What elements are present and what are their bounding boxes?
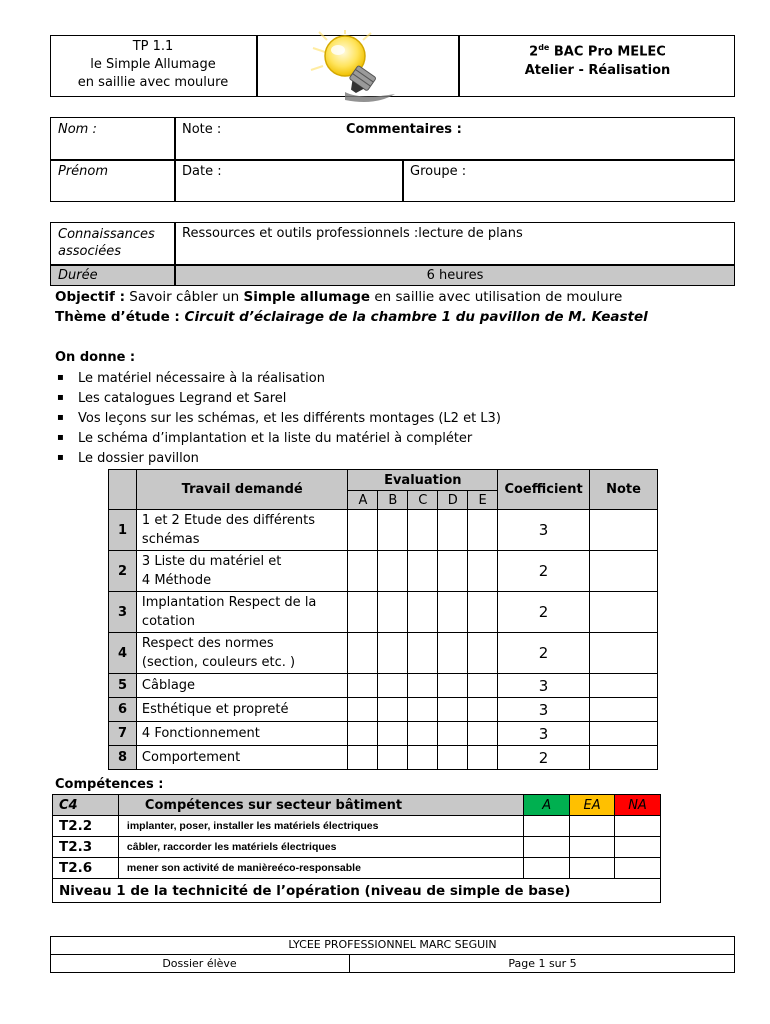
work-row-task-line1: Respect des normes (141, 636, 274, 651)
work-row-task-line1: 1 et 2 Etude des différents (141, 513, 316, 528)
objectif-line (55, 289, 622, 305)
competence-level-cell[interactable] (615, 816, 661, 837)
competence-code: T2.6 (53, 858, 119, 879)
on-donne-item: ▪ Le dossier pavillon (78, 451, 199, 466)
class-level: 2de BAC Pro MELEC (529, 43, 666, 60)
competence-level-cell[interactable] (570, 858, 615, 879)
work-row-task-line1: Esthétique et propreté (141, 702, 289, 717)
grade-cell[interactable] (468, 551, 498, 592)
connaissances-value: Ressources et outils professionnels :lecture de plans (182, 226, 523, 241)
grade-cell[interactable] (378, 698, 408, 722)
competence-row (53, 858, 661, 879)
tp-title-line2: en saillie avec moulure (77, 75, 229, 90)
work-row-coef: 3 (498, 722, 590, 746)
grade-cell[interactable] (468, 746, 498, 770)
work-table (108, 469, 658, 770)
work-row-coef: 2 (498, 592, 590, 633)
workshop: Atelier - Réalisation (524, 63, 671, 79)
work-row-task (136, 510, 348, 551)
nom-label: Nom : (58, 122, 97, 137)
competences-footer: Niveau 1 de la technicité de l’opération (niveau de simple de base) (53, 879, 661, 903)
grade-cell[interactable] (438, 592, 468, 633)
duree-label: Durée (58, 268, 98, 283)
work-row-note[interactable] (590, 633, 658, 674)
tp-number: TP 1.1 (132, 39, 174, 54)
work-row-task-line2: (section, couleurs etc. ) (141, 655, 296, 670)
objectif-label: Objectif : (55, 289, 125, 305)
grade-cell[interactable] (408, 510, 438, 551)
class-block (460, 38, 735, 80)
work-row-coef: 3 (498, 698, 590, 722)
commentaires-label: Commentaires : (346, 122, 462, 137)
work-row-task-line2: cotation (141, 614, 195, 629)
work-row-num: 3 (109, 592, 137, 633)
work-row-coef: 3 (498, 510, 590, 551)
work-row-note[interactable] (590, 510, 658, 551)
grade-cell[interactable] (438, 674, 468, 698)
competences-header: Compétences sur secteur bâtiment (118, 795, 523, 816)
grade-cell[interactable] (438, 698, 468, 722)
grade-cell[interactable] (468, 510, 498, 551)
work-row-coef: 2 (498, 633, 590, 674)
connaissances-label: Connaissances associées (58, 227, 155, 259)
grade-header: E (468, 491, 498, 510)
on-donne-item: ▪ Vos leçons sur les schémas, et les différents montages (L2 et L3) (78, 411, 501, 426)
competence-level-cell[interactable] (615, 858, 661, 879)
prenom-label: Prénom (58, 164, 109, 179)
work-row-num: 6 (109, 698, 137, 722)
grade-cell[interactable] (408, 674, 438, 698)
level-ea: EA (570, 795, 615, 816)
grade-cell[interactable] (378, 592, 408, 633)
competences-table (52, 794, 661, 903)
date-label: Date : (182, 164, 222, 179)
work-row-num: 4 (109, 633, 137, 674)
work-row-task (136, 746, 348, 770)
groupe-label: Groupe : (410, 164, 467, 179)
work-row-task (136, 592, 348, 633)
grade-cell[interactable] (378, 510, 408, 551)
work-row-task (136, 674, 348, 698)
work-row (109, 698, 658, 722)
grade-cell[interactable] (348, 633, 378, 674)
note-header: Note (590, 470, 658, 510)
competence-code: T2.3 (53, 837, 119, 858)
competence-level-cell[interactable] (524, 837, 570, 858)
work-row-task (136, 551, 348, 592)
grade-cell[interactable] (378, 633, 408, 674)
grade-cell[interactable] (378, 722, 408, 746)
work-row-coef: 3 (498, 674, 590, 698)
competence-level-cell[interactable] (570, 816, 615, 837)
objectif-text1: Savoir câbler un (124, 289, 244, 305)
competence-text: mener son activité de manièreéco-responsable (118, 858, 523, 879)
grade-cell[interactable] (408, 633, 438, 674)
competence-row (53, 837, 661, 858)
grade-cell[interactable] (438, 722, 468, 746)
header-divider-1 (256, 35, 258, 97)
work-row-num: 1 (109, 510, 137, 551)
work-row (109, 674, 658, 698)
grade-cell[interactable] (438, 551, 468, 592)
competence-level-cell[interactable] (524, 858, 570, 879)
note-label: Note : (182, 122, 222, 137)
grade-cell[interactable] (468, 633, 498, 674)
grade-cell[interactable] (468, 698, 498, 722)
work-row-task (136, 633, 348, 674)
grade-cell[interactable] (468, 722, 498, 746)
work-row-task-line1: 3 Liste du matériel et (141, 554, 282, 569)
competence-level-cell[interactable] (615, 837, 661, 858)
work-row (109, 633, 658, 674)
competence-level-cell[interactable] (524, 816, 570, 837)
competences-code-header: C4 (53, 795, 119, 816)
grade-cell[interactable] (408, 722, 438, 746)
class-name: BAC Pro MELEC (549, 44, 666, 60)
grade-cell[interactable] (348, 510, 378, 551)
work-row-task (136, 698, 348, 722)
competence-row (53, 816, 661, 837)
competence-level-cell[interactable] (570, 837, 615, 858)
work-row-num: 8 (109, 746, 137, 770)
tp-title-line1: le Simple Allumage (90, 57, 216, 72)
num-header-cell (109, 470, 137, 510)
work-row-note[interactable] (590, 551, 658, 592)
on-donne-title: On donne : (55, 350, 136, 365)
work-row (109, 551, 658, 592)
footer-school: LYCEE PROFESSIONNEL MARC SEGUIN (288, 938, 497, 951)
work-row-num: 7 (109, 722, 137, 746)
comp-rows (53, 816, 661, 879)
grade-cell[interactable] (348, 722, 378, 746)
work-row (109, 722, 658, 746)
work-row-coef: 2 (498, 551, 590, 592)
on-donne-item: ▪ Les catalogues Legrand et Sarel (78, 391, 286, 406)
level-na: NA (615, 795, 661, 816)
evaluation-header: Evaluation (348, 470, 498, 491)
travail-header: Travail demandé (136, 470, 348, 510)
grade-cell[interactable] (348, 698, 378, 722)
grade-cell[interactable] (468, 592, 498, 633)
competence-text: implanter, poser, installer les matériels électriques (118, 816, 523, 837)
work-row-task-line1: Comportement (141, 750, 241, 765)
grade-cell[interactable] (438, 633, 468, 674)
work-row-note[interactable] (590, 746, 658, 770)
grade-cell[interactable] (468, 674, 498, 698)
grade-cell[interactable] (408, 698, 438, 722)
competence-code: T2.2 (53, 816, 119, 837)
work-row (109, 592, 658, 633)
work-row-note[interactable] (590, 674, 658, 698)
grade-cell[interactable] (348, 674, 378, 698)
coef-header: Coefficient (498, 470, 590, 510)
grade-cell[interactable] (348, 746, 378, 770)
footer-hline (50, 954, 735, 955)
work-row-note[interactable] (590, 592, 658, 633)
theme-text: Circuit d’éclairage de la chambre 1 du pavillon de M. Keastel (184, 309, 648, 325)
work-row-coef: 2 (498, 746, 590, 770)
identity-hline (50, 159, 735, 161)
work-row-note[interactable] (590, 722, 658, 746)
grade-cell[interactable] (348, 551, 378, 592)
grade-cell[interactable] (408, 746, 438, 770)
work-row-note[interactable] (590, 698, 658, 722)
grade-cell[interactable] (378, 674, 408, 698)
work-row-num: 2 (109, 551, 137, 592)
work-row-task-line2: schémas (141, 532, 200, 547)
footer-dossier: Dossier élève (162, 957, 237, 970)
objectif-bold: Simple allumage (243, 289, 371, 305)
level-a: A (524, 795, 570, 816)
footer-page: Page 1 sur 5 (508, 957, 577, 970)
work-row-task-line2: 4 Méthode (141, 573, 212, 588)
grade-header: A (348, 491, 378, 510)
grade-cell[interactable] (378, 746, 408, 770)
grade-header: C (408, 491, 438, 510)
work-row-task-line1: Implantation Respect de la (141, 595, 317, 610)
competence-text: câbler, raccorder les matériels électriques (118, 837, 523, 858)
lightbulb-icon (305, 30, 415, 110)
on-donne-item: ▪ Le schéma d’implantation et la liste du matériel à compléter (78, 431, 472, 446)
work-row-num: 5 (109, 674, 137, 698)
theme-line (55, 309, 648, 325)
grade-header: B (378, 491, 408, 510)
work-row-task (136, 722, 348, 746)
work-row (109, 746, 658, 770)
competences-title: Compétences : (55, 777, 164, 792)
theme-label: Thème d’étude : (55, 309, 185, 325)
grade-cell[interactable] (408, 592, 438, 633)
grade-cell[interactable] (408, 551, 438, 592)
grade-header: D (438, 491, 468, 510)
grade-cell[interactable] (438, 510, 468, 551)
objectif-text2: en saillie avec utilisation de moulure (370, 289, 623, 305)
grade-cell[interactable] (378, 551, 408, 592)
work-row (109, 510, 658, 551)
on-donne-item: ▪ Le matériel nécessaire à la réalisation (78, 371, 325, 386)
work-row-task-line1: Câblage (141, 678, 196, 693)
class-sup: de (538, 43, 550, 52)
work-rows (109, 510, 658, 770)
grade-cell[interactable] (348, 592, 378, 633)
tp-title-block (50, 38, 256, 92)
work-row-task-line1: 4 Fonctionnement (141, 726, 260, 741)
grade-cell[interactable] (438, 746, 468, 770)
duree-value: 6 heures (426, 268, 484, 283)
